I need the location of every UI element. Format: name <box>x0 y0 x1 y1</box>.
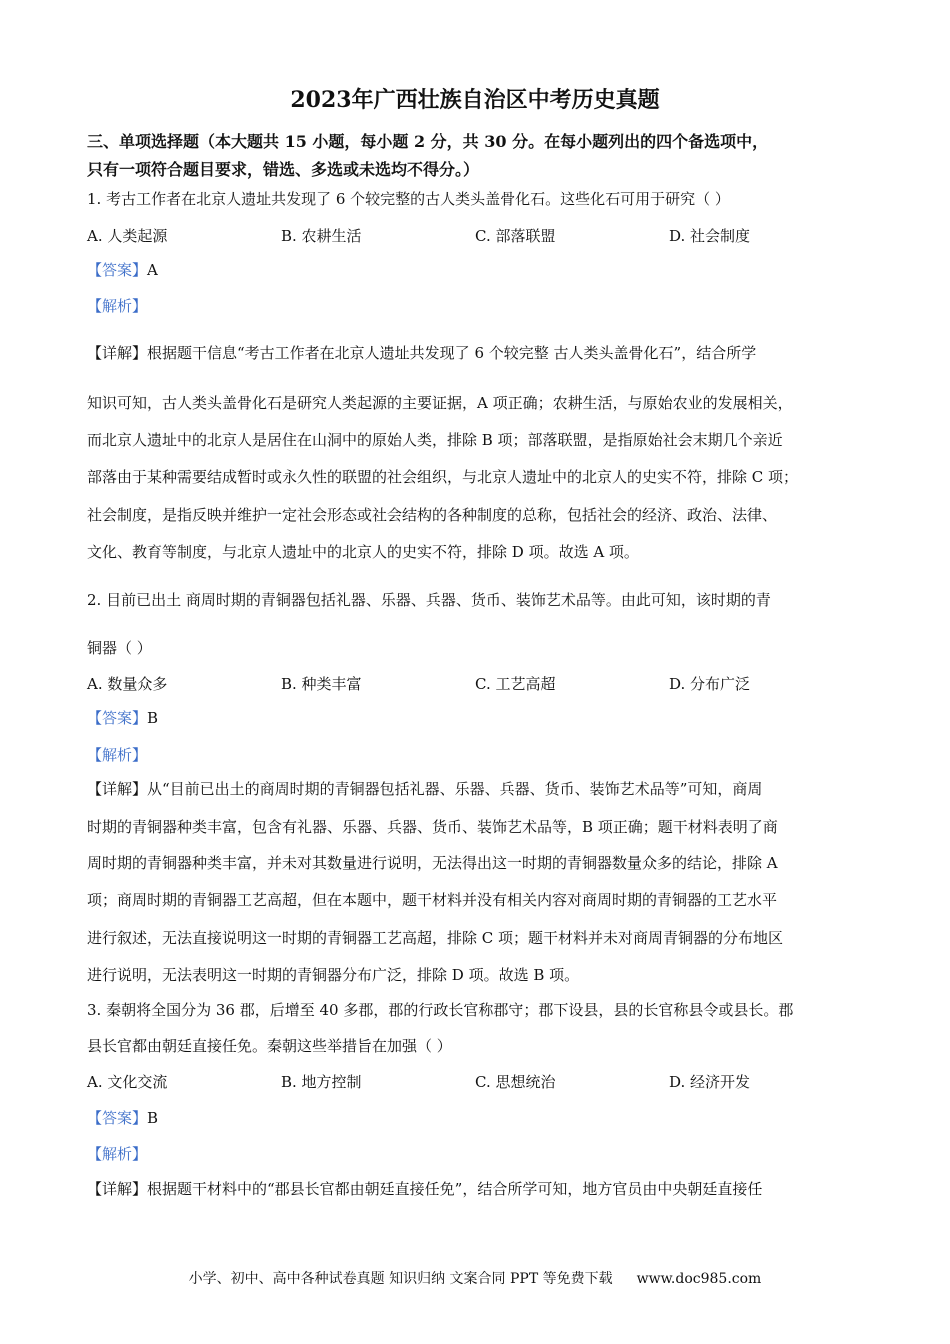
footer-url[interactable]: www.doc985.com <box>636 1271 762 1287</box>
detail-text: 根据题干信息“考古工作者在北京人遗址共发现了 6 个较完整 古人类头盖骨化石”，结合所学 <box>147 344 757 362</box>
question-2-detail-line-1 <box>87 779 762 799</box>
question-3-stem-line-1: 3. 秦朝将全国分为 36 郡，后增至 40 多郡，郡的行政长官称郡守；郡下设县，县的长官称县令或县长。郡 <box>87 1001 794 1019</box>
section-header-line-2: 只有一项符合题目要求，错选、多选或未选均不得分。） <box>87 160 480 179</box>
question-2-detail-line-4: 项；商周时期的青铜器工艺高超，但在本题中，题干材料并没有相关内容对商周时期的青铜器的工艺水平 <box>87 891 778 909</box>
question-1-stem: 1. 考古工作者在北京人遗址共发现了 6 个较完整的古人类头盖骨化石。这些化石可用于研究（ ） <box>87 190 730 208</box>
question-1-option-a: A. 人类起源 <box>87 227 168 245</box>
question-3-detail-line-1 <box>87 1179 762 1199</box>
question-2-option-d: D. 分布广泛 <box>669 675 751 693</box>
question-3-analysis <box>87 1144 147 1164</box>
detail-label: 【详解】 <box>87 780 148 798</box>
analysis-label: 【解析】 <box>87 746 148 764</box>
question-2-answer <box>87 708 158 728</box>
question-2-stem-line-2: 铜器（ ） <box>87 639 152 657</box>
question-2-option-b: B. 种类丰富 <box>281 675 362 693</box>
question-1-option-c: C. 部落联盟 <box>475 227 556 245</box>
question-1-detail-line-5: 社会制度，是指反映并维护一定社会形态或社会结构的各种制度的总称，包括社会的经济、政治、法律、 <box>87 506 778 524</box>
answer-label: 【答案】 <box>87 709 148 727</box>
question-1-detail-line-2: 知识可知，古人类头盖骨化石是研究人类起源的主要证据，A 项正确；农耕生活，与原始农业的发展相关， <box>87 394 793 412</box>
question-1-answer <box>87 260 158 280</box>
question-2-detail-line-6: 进行说明，无法表明这一时期的青铜器分布广泛，排除 D 项。故选 B 项。 <box>87 966 580 984</box>
question-1-detail-line-6: 文化、教育等制度，与北京人遗址中的北京人的史实不符，排除 D 项。故选 A 项。 <box>87 543 639 561</box>
question-2-option-c: C. 工艺高超 <box>475 675 556 693</box>
detail-label: 【详解】 <box>87 344 148 362</box>
question-2-analysis <box>87 745 147 765</box>
section-header-line-1: 三、单项选择题（本大题共 15 小题，每小题 2 分，共 30 分。在每小题列出的四个备选项中， <box>87 132 769 151</box>
detail-label: 【详解】 <box>87 1180 148 1198</box>
answer-value: B <box>147 709 159 727</box>
question-1-detail-line-1 <box>87 343 756 363</box>
question-1-detail-line-3: 而北京人遗址中的北京人是居住在山洞中的原始人类，排除 B 项；部落联盟，是指原始社会末期几个亲近 <box>87 431 783 449</box>
question-3-option-b: B. 地方控制 <box>281 1073 362 1091</box>
answer-label: 【答案】 <box>87 1109 148 1127</box>
analysis-label: 【解析】 <box>87 1145 148 1163</box>
answer-value: B <box>147 1109 159 1127</box>
question-3-option-a: A. 文化交流 <box>87 1073 168 1091</box>
question-3-option-d: D. 经济开发 <box>669 1073 751 1091</box>
footer-text: 小学、初中、高中各种试卷真题 知识归纳 文案合同 PPT 等免费下载 <box>188 1271 613 1287</box>
detail-text: 根据题干材料中的“郡县长官都由朝廷直接任免”，结合所学可知，地方官员由中央朝廷直接任 <box>147 1180 763 1198</box>
question-1-detail-line-4: 部落由于某种需要结成暂时或永久性的联盟的社会组织，与北京人遗址中的北京人的史实不符，排除 C 项； <box>87 468 799 486</box>
detail-text: 从“目前已出土的商周时期的青铜器包括礼器、乐器、兵器、货币、装饰艺术品等”可知，商周 <box>147 780 763 798</box>
page-footer <box>0 1269 950 1289</box>
question-3-option-c: C. 思想统治 <box>475 1073 556 1091</box>
question-3-answer <box>87 1108 158 1128</box>
question-1-analysis <box>87 296 147 316</box>
question-1-option-b: B. 农耕生活 <box>281 227 362 245</box>
analysis-label: 【解析】 <box>87 297 148 315</box>
answer-label: 【答案】 <box>87 261 148 279</box>
question-2-stem-line-1: 2. 目前已出土 商周时期的青铜器包括礼器、乐器、兵器、货币、装饰艺术品等。由此可知，该时期的青 <box>87 591 771 609</box>
answer-value: A <box>147 261 158 279</box>
question-2-detail-line-3: 周时期的青铜器种类丰富，并未对其数量进行说明，无法得出这一时期的青铜器数量众多的结论，排除 A <box>87 854 778 872</box>
question-2-option-a: A. 数量众多 <box>87 675 168 693</box>
document-title: 2023年广西壮族自治区中考历史真题 <box>290 87 660 113</box>
question-2-detail-line-5: 进行叙述，无法直接说明这一时期的青铜器工艺高超，排除 C 项；题干材料并未对商周青铜器的分布地区 <box>87 929 784 947</box>
question-2-detail-line-2: 时期的青铜器种类丰富，包含有礼器、乐器、兵器、货币、装饰艺术品等，B 项正确；题干材料表明了商 <box>87 818 778 836</box>
question-1-option-d: D. 社会制度 <box>669 227 751 245</box>
question-3-stem-line-2: 县长官都由朝廷直接任免。秦朝这些举措旨在加强（ ） <box>87 1037 452 1055</box>
